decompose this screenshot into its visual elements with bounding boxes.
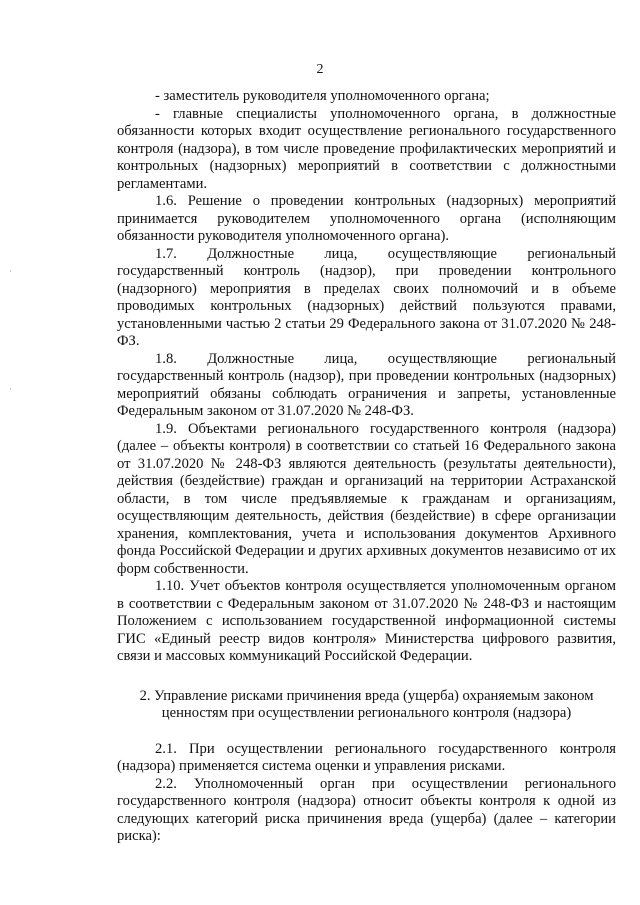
paragraph-2-1: 2.1. При осуществлении регионального государственного контроля (надзора) применяется система оценки и управления рисками. xyxy=(117,740,616,774)
paragraph-1-8: 1.8. Должностные лица, осуществляющие региональный государственный контроль (надзор), при проведении контрольных (надзорных) мероприятий обязаны соблюдать ограничения и запреты, установленные Федеральным законом от 31.07.2020 № 248-ФЗ. xyxy=(117,350,616,419)
paragraph-1-6: 1.6. Решение о проведении контрольных (надзорных) мероприятий принимается руководителем уполномоченного органа (исполняющим обязанности руководителя уполномоченного органа). xyxy=(117,193,616,244)
paragraph-1-7: 1.7. Должностные лица, осуществляющие региональный государственный контроль (надзор), при проведении контрольного (надзорного) мероприятия в пределах своих полномочий и в объеме проводимых контрольных (надзорных) действий пользуются правами, установленными частью 2 статьи 29 Федерального закона от 31.07.2020 № 248-ФЗ. xyxy=(117,245,616,349)
margin-mark: · xyxy=(9,385,12,394)
list-item-specialists: - главные специалисты уполномоченного органа, в должностные обязанности которых входит осуществление регионального государственного контроля (надзора), в том числе проведение профилактических мероприятий и контрольных (надзорных) мероприятий в соответствии с должностными регламентами. xyxy=(117,105,616,192)
paragraph-1-10: 1.10. Учет объектов контроля осуществляется уполномоченным органом в соответствии с Федеральным законом от 31.07.2020 № 248-ФЗ и настоящим Положением с использованием государственной информационной системы ГИС «Единый реестр видов контроля» Министерства цифрового развития, связи и массовых коммуникаций Российской Федерации. xyxy=(117,578,616,664)
margin-mark: · xyxy=(9,267,12,276)
page-number: 2 xyxy=(316,62,324,77)
spacer xyxy=(117,723,616,741)
paragraph-2-2: 2.2. Уполномоченный орган при осуществлении регионального государственного контроля (надзора) относит объекты контроля к одной из следующих категорий риска причинения вреда (ущерба) (далее – категории риска): xyxy=(117,775,616,844)
list-item-deputy: - заместитель руководителя уполномоченного органа; xyxy=(155,88,490,104)
section-heading: 2. Управление рисками причинения вреда (ущерба) охраняемым законом ценностям при осуществлении регионального контроля (надзора) xyxy=(139,687,594,721)
document-body xyxy=(117,88,616,846)
paragraph-1-9: 1.9. Объектами регионального государственного контроля (надзора) (далее – объекты контроля) в соответствии со статьей 16 Федерального закона от 31.07.2020 № 248-ФЗ являются деятельность (результаты деятельности), действия (бездействие) граждан и организаций на территории Астраханской области, в том числе предъявляемые к гражданам и организациям, осуществляющим деятельность, действия (бездействие) в сфере организации хранения, комплектования, учета и использования документов Архивного фонда Российской Федерации и других архивных документов независимо от их форм собственности. xyxy=(117,420,616,577)
